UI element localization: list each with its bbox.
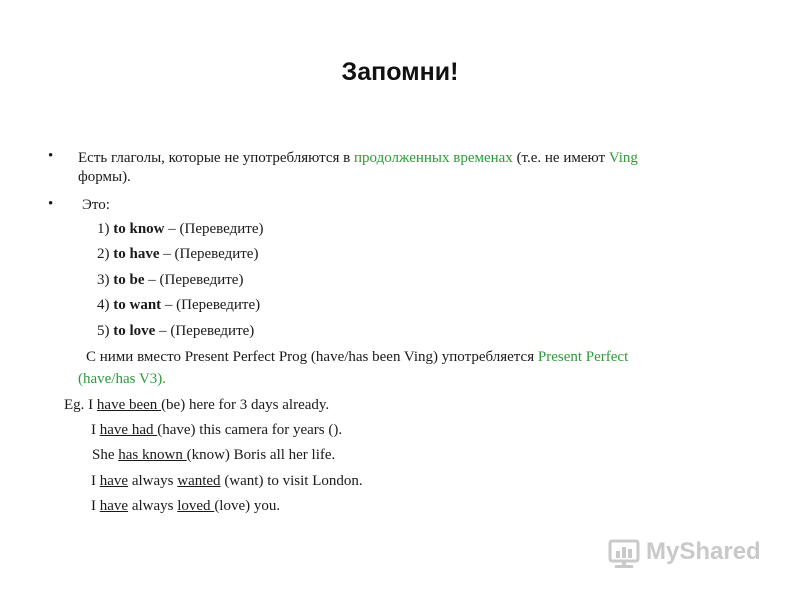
text: Есть глаголы, которые не употребляются в — [78, 150, 355, 166]
paragraph-1-line-1 — [78, 149, 638, 168]
verb: to love — [113, 323, 156, 339]
underlined-text: have — [99, 473, 129, 489]
highlight-text: Present Perfect — [537, 349, 629, 365]
verb: to want — [113, 297, 162, 313]
verb: to know — [113, 221, 165, 237]
underlined-text: have been — [96, 397, 162, 413]
text: (love) you. — [214, 498, 281, 514]
text: (т.е. не имеют — [512, 150, 609, 166]
verb-rest: – (Переведите) — [161, 297, 261, 313]
underlined-text: have — [99, 498, 129, 514]
page-title: Запомни! — [341, 58, 459, 86]
verb-num: 3) — [97, 272, 114, 288]
watermark-text: MyShared — [646, 538, 761, 565]
example-line — [92, 446, 335, 465]
verb: to be — [113, 272, 145, 288]
example-line — [91, 472, 363, 491]
verb: to have — [113, 246, 160, 262]
text: I — [91, 473, 100, 489]
verb-item — [97, 220, 263, 239]
text: (have) this camera for years (). — [157, 422, 343, 438]
verb-rest: – (Переведите) — [159, 246, 259, 262]
underlined-text: has known — [118, 447, 187, 463]
underlined-text: loved — [177, 498, 215, 514]
text: (know) Boris all her life. — [186, 447, 336, 463]
verb-rest: – (Переведите) — [155, 323, 255, 339]
text: always — [128, 473, 178, 489]
text: Eg. I — [64, 397, 97, 413]
text: (want) to visit London. — [220, 473, 363, 489]
verb-num: 5) — [97, 323, 114, 339]
verb-num: 2) — [97, 246, 114, 262]
underlined-text: have had — [99, 422, 158, 438]
verb-num: 4) — [97, 297, 114, 313]
bullet: • — [48, 196, 54, 212]
verb-item — [97, 271, 243, 290]
underlined-text: wanted — [177, 473, 221, 489]
paragraph-2-label: Это: — [82, 197, 110, 213]
example-line — [91, 497, 280, 516]
verb-rest: – (Переведите) — [164, 221, 264, 237]
example-line — [64, 396, 329, 415]
text: (be) here for 3 days already. — [161, 397, 330, 413]
text: She — [92, 447, 119, 463]
highlight-text: Ving — [608, 150, 638, 166]
highlight-text: продолженных временах — [354, 150, 513, 166]
text: I — [91, 498, 100, 514]
example-line — [91, 421, 342, 440]
paragraph-3-line-2: (have/has V3). — [78, 371, 167, 387]
text: С ними вместо Present Perfect Prog (have/has been Ving) употребляется — [86, 349, 538, 365]
verb-item — [97, 245, 258, 264]
text: I — [91, 422, 100, 438]
verb-item — [97, 296, 260, 315]
text: always — [128, 498, 178, 514]
watermark — [606, 536, 766, 570]
bullet: • — [48, 148, 54, 164]
verb-item — [97, 322, 254, 341]
myshared-logo-icon — [606, 538, 642, 570]
paragraph-1-line-2: формы). — [78, 169, 131, 185]
paragraph-3-line-1 — [86, 348, 628, 367]
verb-num: 1) — [97, 221, 114, 237]
verb-rest: – (Переведите) — [144, 272, 244, 288]
